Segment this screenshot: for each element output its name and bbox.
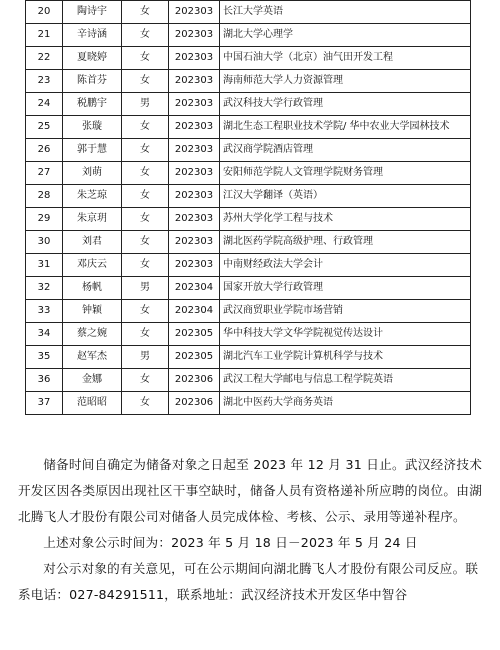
school-major-cell: 中国石油大学（北京）油气田开发工程 xyxy=(220,47,471,70)
name-cell: 赵军杰 xyxy=(63,346,122,369)
name-cell: 范昭昭 xyxy=(63,392,122,415)
batch-cell: 202305 xyxy=(169,323,220,346)
row-number-cell: 25 xyxy=(26,116,63,139)
school-major-cell: 中南财经政法大学会计 xyxy=(220,254,471,277)
table-row xyxy=(26,208,471,231)
table-row xyxy=(26,185,471,208)
notice-paragraph-contact: 对公示对象的有关意见，可在公示期间向湖北腾飞人才股份有限公司反应。联系电话：027-84291511，联系地址：武汉经济技术开发区华中智谷 xyxy=(18,561,479,602)
gender-cell: 女 xyxy=(122,116,169,139)
batch-cell: 202303 xyxy=(169,70,220,93)
batch-cell: 202303 xyxy=(169,254,220,277)
gender-cell: 女 xyxy=(122,208,169,231)
row-number-cell: 27 xyxy=(26,162,63,185)
name-cell: 朱芝琼 xyxy=(63,185,122,208)
gender-cell: 女 xyxy=(122,47,169,70)
batch-cell: 202305 xyxy=(169,346,220,369)
name-cell: 朱京玥 xyxy=(63,208,122,231)
school-major-cell: 湖北大学心理学 xyxy=(220,24,471,47)
roster-table-body xyxy=(26,1,471,415)
table-row xyxy=(26,1,471,24)
gender-cell: 女 xyxy=(122,70,169,93)
gender-cell: 女 xyxy=(122,300,169,323)
table-row xyxy=(26,300,471,323)
name-cell: 蔡之婉 xyxy=(63,323,122,346)
batch-cell: 202303 xyxy=(169,93,220,116)
gender-cell: 男 xyxy=(122,277,169,300)
table-row xyxy=(26,277,471,300)
table-row xyxy=(26,369,471,392)
row-number-cell: 30 xyxy=(26,231,63,254)
gender-cell: 男 xyxy=(122,346,169,369)
school-major-cell: 湖北中医药大学商务英语 xyxy=(220,392,471,415)
school-major-cell: 华中科技大学文华学院视觉传达设计 xyxy=(220,323,471,346)
table-row xyxy=(26,346,471,369)
batch-cell: 202303 xyxy=(169,231,220,254)
batch-cell: 202303 xyxy=(169,1,220,24)
batch-cell: 202303 xyxy=(169,47,220,70)
name-cell: 刘君 xyxy=(63,231,122,254)
table-row xyxy=(26,323,471,346)
school-major-cell: 国家开放大学行政管理 xyxy=(220,277,471,300)
batch-cell: 202304 xyxy=(169,300,220,323)
name-cell: 陶诗宇 xyxy=(63,1,122,24)
row-number-cell: 33 xyxy=(26,300,63,323)
roster-table xyxy=(25,0,471,415)
school-major-cell: 海南师范大学人力资源管理 xyxy=(220,70,471,93)
row-number-cell: 36 xyxy=(26,369,63,392)
school-major-cell: 湖北汽车工业学院计算机科学与技术 xyxy=(220,346,471,369)
row-number-cell: 20 xyxy=(26,1,63,24)
row-number-cell: 35 xyxy=(26,346,63,369)
row-number-cell: 32 xyxy=(26,277,63,300)
batch-cell: 202306 xyxy=(169,369,220,392)
gender-cell: 女 xyxy=(122,323,169,346)
name-cell: 夏晓婷 xyxy=(63,47,122,70)
school-major-cell: 武汉科技大学行政管理 xyxy=(220,93,471,116)
school-major-cell: 苏州大学化学工程与技术 xyxy=(220,208,471,231)
gender-cell: 女 xyxy=(122,24,169,47)
school-major-cell: 长江大学英语 xyxy=(220,1,471,24)
school-major-cell: 武汉商学院酒店管理 xyxy=(220,139,471,162)
gender-cell: 男 xyxy=(122,93,169,116)
batch-cell: 202303 xyxy=(169,24,220,47)
batch-cell: 202306 xyxy=(169,392,220,415)
notice-paragraph-reserve-period: 储备时间自确定为储备对象之日起至 2023 年 12 月 31 日止。武汉经济技术开发区因各类原因出现社区干事空缺时，储备人员有资格递补所应聘的岗位。由湖北腾飞人才股份有限公司对储备人员完成体检、考核、公示、录用等递补程序。 xyxy=(18,457,482,524)
row-number-cell: 21 xyxy=(26,24,63,47)
row-number-cell: 22 xyxy=(26,47,63,70)
name-cell: 邓庆云 xyxy=(63,254,122,277)
table-row xyxy=(26,93,471,116)
table-row xyxy=(26,24,471,47)
row-number-cell: 28 xyxy=(26,185,63,208)
table-row xyxy=(26,162,471,185)
batch-cell: 202304 xyxy=(169,277,220,300)
gender-cell: 女 xyxy=(122,231,169,254)
row-number-cell: 29 xyxy=(26,208,63,231)
name-cell: 郭于慧 xyxy=(63,139,122,162)
gender-cell: 女 xyxy=(122,369,169,392)
gender-cell: 女 xyxy=(122,1,169,24)
batch-cell: 202303 xyxy=(169,162,220,185)
table-row xyxy=(26,392,471,415)
batch-cell: 202303 xyxy=(169,185,220,208)
batch-cell: 202303 xyxy=(169,139,220,162)
row-number-cell: 24 xyxy=(26,93,63,116)
name-cell: 钟颖 xyxy=(63,300,122,323)
gender-cell: 女 xyxy=(122,392,169,415)
name-cell: 刘萌 xyxy=(63,162,122,185)
row-number-cell: 34 xyxy=(26,323,63,346)
table-row xyxy=(26,231,471,254)
gender-cell: 女 xyxy=(122,185,169,208)
gender-cell: 女 xyxy=(122,162,169,185)
batch-cell: 202303 xyxy=(169,208,220,231)
school-major-cell: 武汉工程大学邮电与信息工程学院英语 xyxy=(220,369,471,392)
name-cell: 陈首芬 xyxy=(63,70,122,93)
name-cell: 辛诗涵 xyxy=(63,24,122,47)
school-major-cell: 江汉大学翻译（英语） xyxy=(220,185,471,208)
row-number-cell: 37 xyxy=(26,392,63,415)
gender-cell: 女 xyxy=(122,254,169,277)
notice-paragraph-publicity-period: 上述对象公示时间为：2023 年 5 月 18 日－2023 年 5 月 24 日 xyxy=(43,535,418,550)
name-cell: 税鹏宇 xyxy=(63,93,122,116)
table-row xyxy=(26,254,471,277)
table-row xyxy=(26,139,471,162)
school-major-cell: 武汉商贸职业学院市场营销 xyxy=(220,300,471,323)
school-major-cell: 安阳师范学院人文管理学院财务管理 xyxy=(220,162,471,185)
name-cell: 张璇 xyxy=(63,116,122,139)
name-cell: 金娜 xyxy=(63,369,122,392)
table-row xyxy=(26,70,471,93)
table-row xyxy=(26,116,471,139)
batch-cell: 202303 xyxy=(169,116,220,139)
notice-text xyxy=(18,452,482,608)
school-major-cell: 湖北生态工程职业技术学院/ 华中农业大学园林技术 xyxy=(220,116,471,139)
row-number-cell: 31 xyxy=(26,254,63,277)
table-row xyxy=(26,47,471,70)
name-cell: 杨帆 xyxy=(63,277,122,300)
row-number-cell: 23 xyxy=(26,70,63,93)
row-number-cell: 26 xyxy=(26,139,63,162)
gender-cell: 女 xyxy=(122,139,169,162)
school-major-cell: 湖北医药学院高级护理、行政管理 xyxy=(220,231,471,254)
